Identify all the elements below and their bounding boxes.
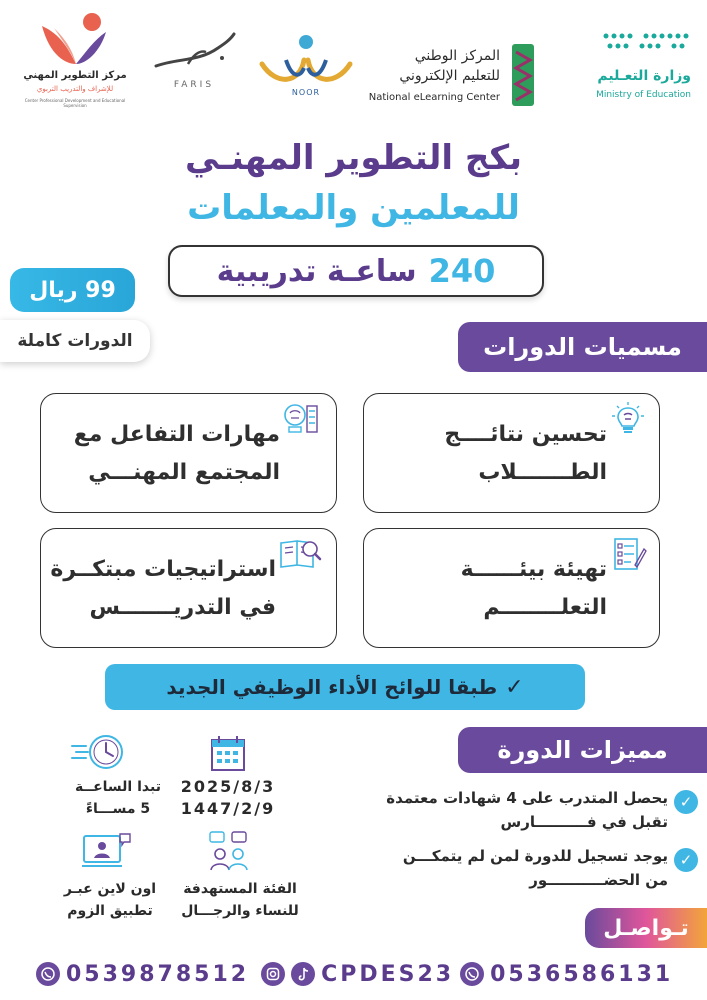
social-handle[interactable]: CPDES23 <box>321 961 455 987</box>
course-card-2 <box>40 393 337 513</box>
feature-1-line1: يحصل المتدرب على 4 شهادات معتمدة <box>386 789 668 807</box>
moe-dots-icon <box>596 28 696 58</box>
courses-tab: مسميات الدورات <box>458 322 707 372</box>
time-line2: 5 مســـاءً <box>85 801 151 817</box>
brain-checklist-icon <box>276 400 324 438</box>
tiktok-icon[interactable] <box>291 962 315 986</box>
course-4-line1: استراتيجيات مبتكــرة <box>50 557 276 582</box>
hours-number: 240 <box>428 252 496 290</box>
audience-line2: للنساء والرجـــال <box>181 903 299 919</box>
feature-2 <box>340 844 668 892</box>
cpd-emblem-icon <box>20 8 130 68</box>
feature-1-line2: تقبل في فــــــــــارس <box>500 813 668 831</box>
clock-icon <box>68 730 128 774</box>
audience-line1: الفئة المستهدفة <box>183 881 297 897</box>
faris-calligraphy-icon <box>148 28 240 76</box>
audience-info <box>170 878 310 922</box>
feature-2-line1: يوجد تسجيل للدورة لمن لم يتمكـــن <box>402 847 668 865</box>
feature-2-line2: من الحضـــــــــــور <box>529 871 668 889</box>
banner-text: طبقا للوائح الأداء الوظيفي الجديد <box>166 675 498 699</box>
audience-icon <box>206 828 252 874</box>
date-info <box>168 776 288 820</box>
complete-badge: الدورات كاملة <box>0 320 150 362</box>
regulation-banner <box>105 664 585 710</box>
feature-1-check-icon: ✓ <box>674 790 698 814</box>
price-badge: 99 ريال <box>10 268 135 312</box>
noor-emblem-icon <box>256 30 356 86</box>
logo-noor <box>256 30 356 102</box>
course-4-line2: في التدريـــــــس <box>89 595 276 620</box>
course-1-line1: تحسين نتائــــج <box>444 422 607 447</box>
instagram-icon[interactable] <box>261 962 285 986</box>
course-2-line2: المجتمع المهنـــي <box>88 460 280 485</box>
course-3-line2: التعلــــــــم <box>483 595 607 620</box>
hours-text: ساعـة تدريبية <box>216 253 417 289</box>
faris-label: FARIS <box>173 80 215 90</box>
course-2-line1: مهارات التفاعل مع <box>73 422 280 447</box>
noor-label: NOOR <box>291 88 321 97</box>
date-gregorian: 2025/8/3 <box>180 777 276 796</box>
online-meeting-icon <box>80 830 132 874</box>
feature-2-check-icon: ✓ <box>674 848 698 872</box>
cpd-arabic-1: مركز التطوير المهني <box>23 70 127 81</box>
course-1-line2: الطـــــــلاب <box>478 460 607 485</box>
nelc-english: National eLearning Center <box>368 92 500 103</box>
checklist-pen-icon <box>609 535 647 573</box>
time-line1: تبدا الساعــة <box>75 779 161 795</box>
contact-button[interactable]: تـواصـل <box>585 908 707 948</box>
whatsapp-icon-2[interactable] <box>460 962 484 986</box>
headline-line2: للمعلمين والمعلمات <box>187 188 520 228</box>
cpd-english: Center Professional Development and Educational Supervision <box>24 98 126 108</box>
headline-line1: بكج التطوير المهنـي <box>185 138 522 178</box>
online-line1: اون لاين عبـر <box>63 881 157 897</box>
phone-2[interactable]: 0536586131 <box>490 961 674 987</box>
feature-1 <box>340 786 668 834</box>
nelc-arabic-2: للتعليم الإلكتروني <box>399 68 500 84</box>
moe-english: Ministry of Education <box>596 90 691 100</box>
banner-check-icon: ✓ <box>505 674 524 700</box>
date-hijri: 1447/2/9 <box>180 799 276 818</box>
online-info <box>40 878 180 922</box>
nelc-arabic-1: المركز الوطني <box>414 48 500 64</box>
logo-cpd <box>20 8 130 120</box>
cpd-arabic-2: للإشراف والتدريب التربوي <box>36 85 114 93</box>
calendar-icon <box>208 734 248 774</box>
whatsapp-icon-1[interactable] <box>36 962 60 986</box>
moe-arabic: وزارة التعـليم <box>597 68 691 84</box>
logo-nelc <box>370 40 540 110</box>
logo-moe <box>556 28 701 108</box>
contacts-row <box>36 958 676 990</box>
nelc-emblem-icon <box>508 44 538 106</box>
lightbulb-brain-icon <box>609 400 647 438</box>
course-card-4 <box>40 528 337 648</box>
phone-1[interactable]: 0539878512 <box>66 961 250 987</box>
course-card-1 <box>363 393 660 513</box>
logo-faris <box>148 28 240 98</box>
course-card-3 <box>363 528 660 648</box>
time-info <box>58 776 178 820</box>
hours-box <box>168 245 544 297</box>
features-tab: مميزات الدورة <box>458 727 707 773</box>
online-line2: تطبيق الزوم <box>67 903 153 919</box>
book-magnifier-icon <box>274 535 324 573</box>
course-3-line1: تهيئة بيئــــــة <box>460 557 607 582</box>
